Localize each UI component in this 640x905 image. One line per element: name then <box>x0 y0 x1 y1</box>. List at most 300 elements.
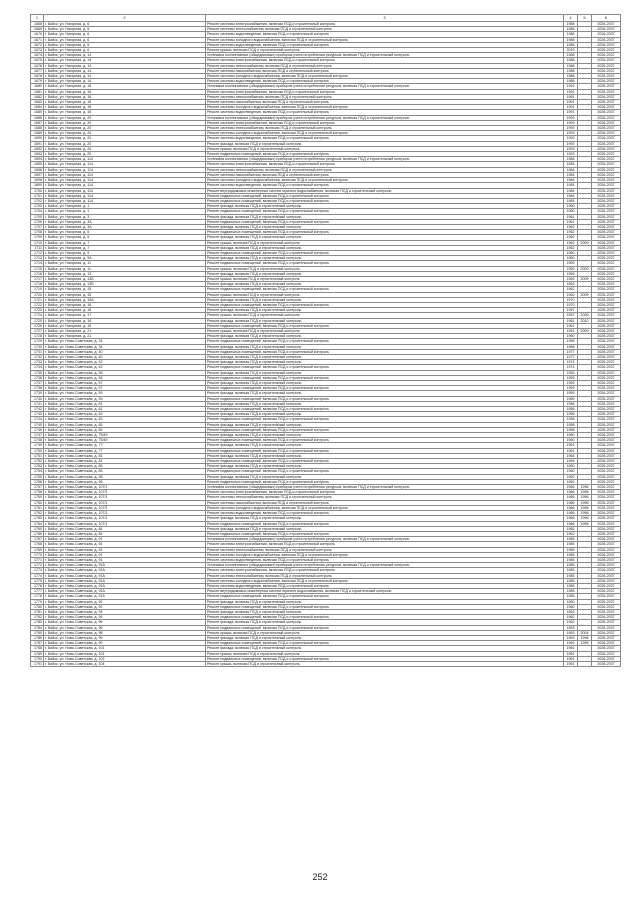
row-number-cell: 1680 <box>31 84 44 89</box>
row-number-cell: 1679 <box>31 79 44 84</box>
build-year-cell: 1988 <box>564 79 578 84</box>
period-cell: 2026-2037 <box>592 188 621 193</box>
work-type-cell: Ремонт фасада, включая ПСД и строительный контроль <box>206 141 564 146</box>
period-cell: 2026-2037 <box>592 641 621 646</box>
work-type-cell: Ремонт фасада, включая ПСД и строительный контроль <box>206 204 564 209</box>
build-year-cell: 1985 <box>564 589 578 594</box>
address-cell: г. Бийск, ул. Ново-Советская, д. 84 <box>44 526 206 531</box>
period-cell: 2026-2037 <box>592 412 621 417</box>
address-cell: г. Бийск, ул. Ново-Советская, д. 91А <box>44 578 206 583</box>
address-cell: г. Бийск, ул. Ново-Советская, д. 91А <box>44 573 206 578</box>
address-cell: г. Бийск, ул. Нагорная, д. 20 <box>44 146 206 151</box>
work-type-cell: Установка коллективных (общедомовых) приборов учета потребления ресурсов, включая ПСД и строительный контроль <box>206 157 564 162</box>
work-type-cell: Ремонт внутридомовых инженерных систем горячего водоснабжения, включая ПСД и строительный контроль <box>206 589 564 594</box>
work-type-cell: Ремонт фасада, включая ПСД и строительный контроль <box>206 297 564 302</box>
column-number: 6 <box>592 15 621 22</box>
work-type-cell: Ремонт подвальных помещений, включая ПСД и строительный контроль <box>206 521 564 526</box>
period-cell: 2026-2037 <box>592 230 621 235</box>
row-number-cell: 1711 <box>31 245 44 250</box>
row-number-cell: 1716 <box>31 271 44 276</box>
build-year-cell: 1984 <box>564 178 578 183</box>
work-type-cell: Ремонт системы газоснабжения, включая ПСД и строительный контроль <box>206 172 564 177</box>
column-number: 4 <box>564 15 578 22</box>
build-year-cell: 1958 <box>564 344 578 349</box>
address-cell: г. Бийск, ул. Ново-Советская, д. 65 <box>44 422 206 427</box>
work-type-cell: Ремонт подвальных помещений, включая ПСД и строительный контроль <box>206 438 564 443</box>
address-cell: г. Бийск, ул. Нагорная, д. 114 <box>44 188 206 193</box>
build-year-cell: 1984 <box>564 157 578 162</box>
address-cell: г. Бийск, ул. Нагорная, д. 14 <box>44 63 206 68</box>
row-number-cell: 1721 <box>31 297 44 302</box>
period-cell: 2026-2037 <box>592 365 621 370</box>
extra-year-cell <box>578 661 592 666</box>
address-cell: г. Бийск, ул. Нагорная, д. 14 <box>44 53 206 58</box>
build-year-cell: 1993 <box>564 141 578 146</box>
period-cell: 2026-2037 <box>592 245 621 250</box>
period-cell: 2026-2037 <box>592 485 621 490</box>
row-number-cell: 1752 <box>31 459 44 464</box>
address-cell: г. Бийск, ул. Ново-Советская, д. 107/1 <box>44 511 206 516</box>
period-cell: 2026-2037 <box>592 573 621 578</box>
row-number-cell: 1783 <box>31 620 44 625</box>
build-year-cell: 1985 <box>564 547 578 552</box>
address-cell: г. Бийск, ул. Ново-Советская, д. 91 <box>44 547 206 552</box>
build-year-cell: 1977 <box>564 349 578 354</box>
work-type-cell: Ремонт подвальных помещений, включая ПСД и строительный контроль <box>206 396 564 401</box>
build-year-cell: 1959 <box>564 391 578 396</box>
build-year-cell: 1985 <box>564 594 578 599</box>
address-cell: г. Бийск, ул. Ново-Советская, д. 107/1 <box>44 495 206 500</box>
period-cell: 2026-2037 <box>592 266 621 271</box>
period-cell: 2026-2037 <box>592 224 621 229</box>
row-number-cell: 1683 <box>31 100 44 105</box>
work-type-cell: Ремонт крыши, включая ПСД и строительный контроль <box>206 48 564 53</box>
build-year-cell: 1970 <box>564 302 578 307</box>
build-year-cell: 1962 <box>564 235 578 240</box>
address-cell: г. Бийск, ул. Нагорная, д. 3 <box>44 214 206 219</box>
address-cell: г. Бийск, ул. Ново-Советская, д. 92 <box>44 599 206 604</box>
work-type-cell: Ремонт фасада, включая ПСД и строительный контроль <box>206 635 564 640</box>
extra-year-cell: 1996 <box>578 500 592 505</box>
address-cell: г. Бийск, ул. Ново-Советская, д. 107/1 <box>44 505 206 510</box>
work-type-cell: Ремонт системы теплоснабжения, включая ПСД и строительный контроль <box>206 63 564 68</box>
build-year-cell: 1960 <box>564 469 578 474</box>
period-cell: 2026-2037 <box>592 276 621 281</box>
build-year-cell: 1966 <box>564 500 578 505</box>
build-year-cell: 1991 <box>564 84 578 89</box>
build-year-cell: 1962 <box>564 609 578 614</box>
row-number-cell: 1703 <box>31 204 44 209</box>
build-year-cell: 1963 <box>564 635 578 640</box>
period-cell: 2026-2037 <box>592 370 621 375</box>
address-cell: г. Бийск, ул. Нагорная, д. 1 <box>44 204 206 209</box>
address-cell: г. Бийск, ул. Нагорная, д. 14 <box>44 58 206 63</box>
row-number-cell: 1714 <box>31 261 44 266</box>
work-type-cell: Ремонт системы теплоснабжения, включая ПСД и строительный контроль <box>206 573 564 578</box>
work-type-cell: Ремонт системы теплоснабжения, включая ПСД и строительный контроль <box>206 27 564 32</box>
row-number-cell: 1717 <box>31 276 44 281</box>
work-type-cell: Ремонт подвальных помещений, включая ПСД и строительный контроль <box>206 323 564 328</box>
build-year-cell: 1963 <box>564 620 578 625</box>
work-type-cell: Ремонт системы газоснабжения, включая ПСД и строительный контроль <box>206 500 564 505</box>
period-cell: 2026-2037 <box>592 349 621 354</box>
build-year-cell: 1960 <box>564 599 578 604</box>
address-cell: г. Бийск, ул. Ново-Советская, д. 85 <box>44 469 206 474</box>
period-cell: 2026-2037 <box>592 459 621 464</box>
build-year-cell: 1959 <box>564 396 578 401</box>
address-cell: г. Бийск, ул. Ново-Советская, д. 107/1 <box>44 485 206 490</box>
row-number-cell: 1674 <box>31 53 44 58</box>
build-year-cell: 1959 <box>564 261 578 266</box>
address-cell: г. Бийск, ул. Нагорная, д. 6 <box>44 32 206 37</box>
work-type-cell: Ремонт системы электроснабжения, включая ПСД и строительный контроль <box>206 490 564 495</box>
build-year-cell: 1984 <box>564 193 578 198</box>
address-cell: г. Бийск, ул. Ново-Советская, д. 101 <box>44 646 206 651</box>
build-year-cell: 1956 <box>564 407 578 412</box>
build-year-cell: 1959 <box>564 271 578 276</box>
build-year-cell: 1961 <box>564 448 578 453</box>
build-year-cell: 1964 <box>564 459 578 464</box>
build-year-cell: 1991 <box>564 110 578 115</box>
address-cell: г. Бийск, ул. Ново-Советская, д. 59 <box>44 396 206 401</box>
period-cell: 2026-2037 <box>592 516 621 521</box>
work-type-cell: Ремонт подвальных помещений, включая ПСД и строительный контроль <box>206 250 564 255</box>
row-number-cell: 1748 <box>31 438 44 443</box>
period-cell: 2026-2037 <box>592 209 621 214</box>
work-type-cell: Ремонт системы холодного водоснабжения, включая ПСД и строительный контроль <box>206 131 564 136</box>
work-type-cell: Ремонт системы газоснабжения, включая ПСД и строительный контроль <box>206 100 564 105</box>
build-year-cell: 1956 <box>564 401 578 406</box>
period-cell: 2026-2037 <box>592 313 621 318</box>
row-number-cell: 1682 <box>31 94 44 99</box>
period-cell: 2026-2037 <box>592 198 621 203</box>
row-number-cell: 1675 <box>31 58 44 63</box>
row-number-cell: 1687 <box>31 120 44 125</box>
row-number-cell: 1719 <box>31 287 44 292</box>
period-cell: 2026-2037 <box>592 433 621 438</box>
address-cell: г. Бийск, ул. Нагорная, д. 7 <box>44 245 206 250</box>
build-year-cell: 1963 <box>564 625 578 630</box>
work-type-cell: Ремонт фасада, включая ПСД и строительный контроль <box>206 453 564 458</box>
address-cell: г. Бийск, ул. Нагорная, д. 20 <box>44 136 206 141</box>
period-cell: 2026-2037 <box>592 53 621 58</box>
build-year-cell: 1985 <box>564 537 578 542</box>
period-cell: 2026-2037 <box>592 557 621 562</box>
row-number-cell: 1790 <box>31 656 44 661</box>
work-type-cell: Ремонт подвальных помещений, включая ПСД и строительный контроль <box>206 365 564 370</box>
build-year-cell: 1962 <box>564 474 578 479</box>
period-cell: 2026-2037 <box>592 282 621 287</box>
period-cell: 2026-2037 <box>592 661 621 666</box>
period-cell: 2026-2037 <box>592 74 621 79</box>
work-type-cell: Ремонт системы газоснабжения, включая ПСД и строительный контроль <box>206 68 564 73</box>
work-type-cell: Ремонт подвальных помещений, включая ПСД и строительный контроль <box>206 193 564 198</box>
row-number-cell: 1770 <box>31 552 44 557</box>
build-year-cell: 1957 <box>564 308 578 313</box>
address-cell: г. Бийск, ул. Нагорная, д. 16 <box>44 100 206 105</box>
row-number-cell: 1758 <box>31 490 44 495</box>
period-cell: 2026-2037 <box>592 563 621 568</box>
work-type-cell: Ремонт крыши, включая ПСД и строительный контроль <box>206 276 564 281</box>
row-number-cell: 1782 <box>31 615 44 620</box>
period-cell: 2026-2037 <box>592 167 621 172</box>
row-number-cell: 1720 <box>31 292 44 297</box>
build-year-cell: 1962 <box>564 230 578 235</box>
extra-year-cell: 1996 <box>578 511 592 516</box>
extra-year-cell: 2009 <box>578 276 592 281</box>
work-type-cell: Ремонт фасада, включая ПСД и строительный контроль <box>206 245 564 250</box>
address-cell: г. Бийск, ул. Ново-Советская, д. 94 <box>44 609 206 614</box>
build-year-cell: 1961 <box>564 219 578 224</box>
row-number-cell: 1779 <box>31 599 44 604</box>
row-number-cell: 1668 <box>31 22 44 27</box>
period-cell: 2026-2037 <box>592 526 621 531</box>
address-cell: г. Бийск, ул. Нагорная, д. 114 <box>44 198 206 203</box>
period-cell: 2026-2037 <box>592 646 621 651</box>
work-type-cell: Ремонт внутридомовых инженерных систем горячего водоснабжения, включая ПСД и строительный контроль <box>206 188 564 193</box>
address-cell: г. Бийск, ул. Нагорная, д. 15 <box>44 292 206 297</box>
work-type-cell: Ремонт подвальных помещений, включая ПСД и строительный контроль <box>206 594 564 599</box>
build-year-cell: 1984 <box>564 198 578 203</box>
address-cell: г. Бийск, ул. Нагорная, д. 7 <box>44 240 206 245</box>
build-year-cell: 1961 <box>564 443 578 448</box>
build-year-cell: 1960 <box>564 256 578 261</box>
address-cell: г. Бийск, ул. Ново-Советская, д. 102 <box>44 656 206 661</box>
build-year-cell: 2015 <box>564 48 578 53</box>
build-year-cell: 1961 <box>564 323 578 328</box>
column-number: 2 <box>44 15 206 22</box>
row-number-cell: 1691 <box>31 141 44 146</box>
work-type-cell: Ремонт фасада, включая ПСД и строительный контроль <box>206 599 564 604</box>
period-cell: 2026-2037 <box>592 427 621 432</box>
period-cell: 2026-2037 <box>592 542 621 547</box>
address-cell: г. Бийск, ул. Ново-Советская, д. 77 <box>44 448 206 453</box>
address-cell: г. Бийск, ул. Нагорная, д. 114 <box>44 157 206 162</box>
work-type-cell: Ремонт системы холодного водоснабжения, включая ПСД и строительный контроль <box>206 105 564 110</box>
extra-year-cell: 1996 <box>578 641 592 646</box>
period-cell: 2026-2037 <box>592 500 621 505</box>
work-type-cell: Ремонт системы теплоснабжения, включая ПСД и строительный контроль <box>206 495 564 500</box>
work-type-cell: Ремонт подвальных помещений, включая ПСД и строительный контроль <box>206 625 564 630</box>
row-number-cell: 1700 <box>31 188 44 193</box>
work-type-cell: Ремонт фасада, включая ПСД и строительный контроль <box>206 391 564 396</box>
period-cell: 2026-2037 <box>592 136 621 141</box>
build-year-cell: 1985 <box>564 563 578 568</box>
build-year-cell: 1957 <box>564 313 578 318</box>
period-cell: 2026-2037 <box>592 355 621 360</box>
period-cell: 2026-2037 <box>592 63 621 68</box>
build-year-cell: 1984 <box>564 167 578 172</box>
period-cell: 2026-2037 <box>592 594 621 599</box>
build-year-cell: 1956 <box>564 417 578 422</box>
row-number-cell: 1784 <box>31 625 44 630</box>
build-year-cell: 1993 <box>564 126 578 131</box>
period-cell: 2026-2037 <box>592 531 621 536</box>
address-cell: г. Бийск, ул. Нагорная, д. 20 <box>44 126 206 131</box>
row-number-cell: 1731 <box>31 349 44 354</box>
work-type-cell: Ремонт системы электроснабжения, включая ПСД и строительный контроль <box>206 89 564 94</box>
row-number-cell: 1773 <box>31 568 44 573</box>
address-cell: г. Бийск, ул. Ново-Советская, д. 98 <box>44 479 206 484</box>
address-cell: г. Бийск, ул. Ново-Советская, д. 55 <box>44 370 206 375</box>
build-year-cell: 1988 <box>564 22 578 27</box>
row-number-cell: 1693 <box>31 152 44 157</box>
period-cell: 2026-2037 <box>592 157 621 162</box>
build-year-cell: 1961 <box>564 214 578 219</box>
work-type-cell: Ремонт подвальных помещений, включая ПСД и строительный контроль <box>206 641 564 646</box>
work-type-cell: Ремонт системы водоотведения, включая ПСД и строительный контроль <box>206 183 564 188</box>
period-cell: 2026-2037 <box>592 375 621 380</box>
period-cell: 2026-2037 <box>592 94 621 99</box>
build-year-cell: 1985 <box>564 583 578 588</box>
row-number-cell: 1772 <box>31 563 44 568</box>
period-cell: 2026-2037 <box>592 302 621 307</box>
row-number-cell: 1765 <box>31 526 44 531</box>
address-cell: г. Бийск, ул. Ново-Советская, д. 107/1 <box>44 521 206 526</box>
build-year-cell: 1963 <box>564 641 578 646</box>
extra-year-cell: 2009 <box>578 328 592 333</box>
row-number-cell: 1742 <box>31 407 44 412</box>
row-number-cell: 1738 <box>31 386 44 391</box>
row-number-cell: 1756 <box>31 479 44 484</box>
address-cell: г. Бийск, ул. Ново-Советская, д. 104 <box>44 661 206 666</box>
row-number-cell: 1745 <box>31 422 44 427</box>
address-cell: г. Бийск, ул. Ново-Советская, д. 75/49 <box>44 438 206 443</box>
address-cell: г. Бийск, ул. Нагорная, д. 20 <box>44 120 206 125</box>
build-year-cell: 1966 <box>564 485 578 490</box>
work-type-cell: Ремонт подвальных помещений, включая ПСД и строительный контроль <box>206 427 564 432</box>
build-year-cell: 1991 <box>564 100 578 105</box>
work-type-cell: Ремонт системы электроснабжения, включая ПСД и строительный контроль <box>206 120 564 125</box>
address-cell: г. Бийск, ул. Ново-Советская, д. 81 <box>44 453 206 458</box>
build-year-cell: 1966 <box>564 490 578 495</box>
row-number-cell: 1734 <box>31 365 44 370</box>
period-cell: 2026-2037 <box>592 308 621 313</box>
row-number-cell: 1730 <box>31 344 44 349</box>
work-type-cell: Ремонт системы водоотведения, включая ПСД и строительный контроль <box>206 557 564 562</box>
period-cell: 2026-2037 <box>592 172 621 177</box>
period-cell: 2026-2037 <box>592 443 621 448</box>
row-number-cell: 1702 <box>31 198 44 203</box>
build-year-cell: 1959 <box>564 386 578 391</box>
build-year-cell: 1988 <box>564 53 578 58</box>
address-cell: г. Бийск, ул. Ново-Советская, д. 98 <box>44 630 206 635</box>
period-cell: 2026-2037 <box>592 630 621 635</box>
address-cell: г. Бийск, ул. Нагорная, д. 13Б <box>44 276 206 281</box>
row-number-cell: 1780 <box>31 604 44 609</box>
work-type-cell: Ремонт крыши, включая ПСД и строительный контроль <box>206 661 564 666</box>
address-cell: г. Бийск, ул. Ново-Советская, д. 91А <box>44 563 206 568</box>
extra-year-cell: 2004 <box>578 630 592 635</box>
work-type-cell: Ремонт системы теплоснабжения, включая ПСД и строительный контроль <box>206 94 564 99</box>
period-cell: 2026-2037 <box>592 318 621 323</box>
address-cell: г. Бийск, ул. Ново-Советская, д. 57 <box>44 386 206 391</box>
build-year-cell: 1960 <box>564 464 578 469</box>
build-year-cell: 1974 <box>564 360 578 365</box>
row-number-cell: 1712 <box>31 250 44 255</box>
address-cell: г. Бийск, ул. Нагорная, д. 15А <box>44 297 206 302</box>
address-cell: г. Бийск, ул. Ново-Советская, д. 34 <box>44 344 206 349</box>
work-type-cell: Ремонт крыши, включая ПСД и строительный контроль <box>206 313 564 318</box>
address-cell: г. Бийск, ул. Нагорная, д. 114 <box>44 167 206 172</box>
row-number-cell: 1774 <box>31 573 44 578</box>
build-year-cell: 1960 <box>564 433 578 438</box>
address-cell: г. Бийск, ул. Ново-Советская, д. 55 <box>44 375 206 380</box>
address-cell: г. Бийск, ул. Ново-Советская, д. 91 <box>44 537 206 542</box>
build-year-cell: 1962 <box>564 224 578 229</box>
work-type-cell: Ремонт подвальных помещений, включая ПСД и строительный контроль <box>206 209 564 214</box>
register-sheet <box>30 14 620 667</box>
period-cell: 2026-2037 <box>592 609 621 614</box>
row-number-cell: 1697 <box>31 172 44 177</box>
build-year-cell: 1960 <box>564 250 578 255</box>
address-cell: г. Бийск, ул. Ново-Советская, д. 91 <box>44 542 206 547</box>
work-type-cell: Ремонт фасада, включая ПСД и строительный контроль <box>206 355 564 360</box>
period-cell: 2026-2037 <box>592 297 621 302</box>
build-year-cell: 1962 <box>564 526 578 531</box>
row-number-cell: 1694 <box>31 157 44 162</box>
row-number-cell: 1737 <box>31 381 44 386</box>
build-year-cell: 1962 <box>564 282 578 287</box>
build-year-cell: 1961 <box>564 656 578 661</box>
build-year-cell: 1985 <box>564 542 578 547</box>
row-number-cell: 1785 <box>31 630 44 635</box>
build-year-cell: 1984 <box>564 188 578 193</box>
work-type-cell: Установка коллективных (общедомовых) приборов учета потребления ресурсов, включая ПСД и строительный контроль <box>206 485 564 490</box>
address-cell: г. Бийск, ул. Нагорная, д. 6 <box>44 37 206 42</box>
period-cell: 2026-2037 <box>592 339 621 344</box>
row-number-cell: 1701 <box>31 193 44 198</box>
build-year-cell: 1961 <box>564 646 578 651</box>
row-number-cell: 1670 <box>31 32 44 37</box>
period-cell: 2026-2037 <box>592 256 621 261</box>
row-number-cell: 1753 <box>31 464 44 469</box>
row-number-cell: 1767 <box>31 537 44 542</box>
address-cell: г. Бийск, ул. Нагорная, д. 114 <box>44 178 206 183</box>
work-type-cell: Ремонт крыши, включая ПСД и строительный контроль <box>206 146 564 151</box>
period-cell: 2026-2037 <box>592 27 621 32</box>
period-cell: 2026-2037 <box>592 401 621 406</box>
work-type-cell: Ремонт фасада, включая ПСД и строительный контроль <box>206 370 564 375</box>
work-type-cell: Ремонт подвальных помещений, включая ПСД и строительный контроль <box>206 407 564 412</box>
period-cell: 2026-2037 <box>592 360 621 365</box>
work-type-cell: Ремонт подвальных помещений, включая ПСД и строительный контроль <box>206 302 564 307</box>
row-number-cell: 1778 <box>31 594 44 599</box>
extra-year-cell: 1996 <box>578 495 592 500</box>
build-year-cell: 1962 <box>564 531 578 536</box>
address-cell: г. Бийск, ул. Нагорная, д. 16 <box>44 89 206 94</box>
period-cell: 2026-2037 <box>592 422 621 427</box>
work-type-cell: Ремонт фасада, включая ПСД и строительный контроль <box>206 464 564 469</box>
row-number-cell: 1788 <box>31 646 44 651</box>
period-cell: 2026-2037 <box>592 32 621 37</box>
build-year-cell: 1966 <box>564 516 578 521</box>
work-type-cell: Ремонт подвальных помещений, включая ПСД и строительный контроль <box>206 152 564 157</box>
address-cell: г. Бийск, ул. Нагорная, д. 6 <box>44 27 206 32</box>
address-cell: г. Бийск, ул. Нагорная, д. 114 <box>44 172 206 177</box>
period-cell: 2026-2037 <box>592 68 621 73</box>
period-cell: 2026-2037 <box>592 474 621 479</box>
row-number-cell: 1754 <box>31 469 44 474</box>
address-cell: г. Бийск, ул. Ново-Советская, д. 91А <box>44 594 206 599</box>
extra-year-cell: 2010 <box>578 318 592 323</box>
work-type-cell: Ремонт фасада, включая ПСД и строительный контроль <box>206 443 564 448</box>
build-year-cell: 1959 <box>564 266 578 271</box>
period-cell: 2026-2037 <box>592 479 621 484</box>
row-number-cell: 1669 <box>31 27 44 32</box>
period-cell: 2026-2037 <box>592 240 621 245</box>
period-cell: 2026-2037 <box>592 105 621 110</box>
